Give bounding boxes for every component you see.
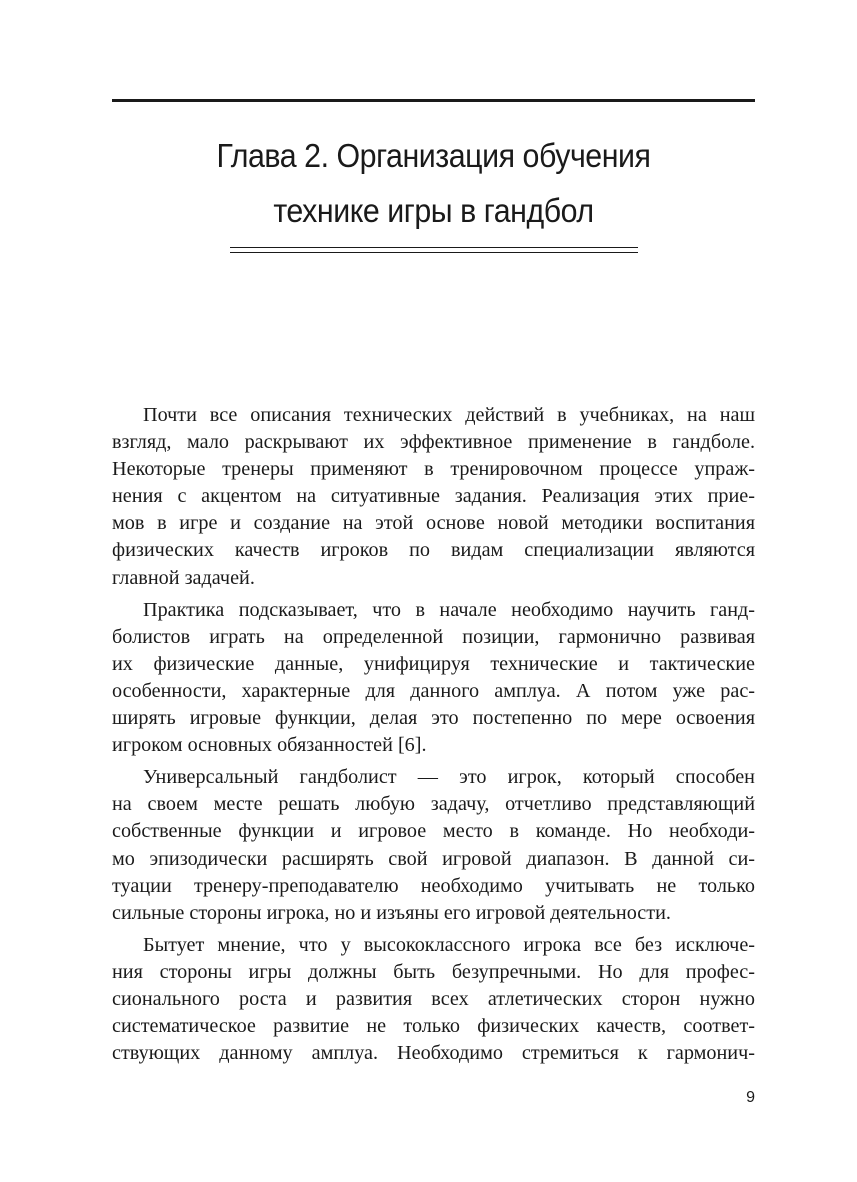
text-line: ния стороны игры должны быть безупречными. Но для профес- <box>112 960 755 983</box>
text-line: Почти все описания технических действий в учебниках, на наш <box>143 404 755 426</box>
text-line: физических качеств игроков по видам специализации являются <box>112 539 755 562</box>
text-line: Бытует мнение, что у высококлассного игрока все без исключе- <box>143 933 755 956</box>
paragraph-1 <box>112 402 755 592</box>
paragraph-2 <box>112 597 755 760</box>
text-line: взгляд, мало раскрывают их эффективное применение в гандболе. <box>112 431 755 454</box>
body-text <box>112 402 755 1072</box>
page-number: 9 <box>746 1089 755 1106</box>
top-rule <box>112 99 755 102</box>
paragraph-4 <box>112 932 755 1067</box>
text-line: нения с акцентом на ситуативные задания. Реализация этих прие- <box>112 485 755 508</box>
text-line: ствующих данному амплуа. Необходимо стремиться к гармонич- <box>112 1042 755 1065</box>
chapter-title-line-1: Глава 2. Организация обучения <box>216 137 651 174</box>
text-line: собственные функции и игровое место в команде. Но необходи- <box>112 820 755 843</box>
text-line: игроком основных обязанностей [6]. <box>112 734 427 757</box>
text-line: на своем месте решать любую задачу, отчетливо представляющий <box>112 793 755 816</box>
title-double-rule <box>230 247 638 254</box>
chapter-title-line-2: технике игры в гандбол <box>273 192 594 229</box>
text-line: туации тренеру-преподавателю необходимо учитывать не только <box>112 874 755 897</box>
text-line: болистов играть на определенной позиции, гармонично развивая <box>112 625 755 648</box>
double-rule-upper-line <box>230 247 638 248</box>
text-line: систематическое развитие не только физических качеств, соответ- <box>112 1015 755 1038</box>
text-line: ширять игровые функции, делая это постепенно по мере освоения <box>112 707 755 730</box>
text-line: особенности, характерные для данного амплуа. А потом уже рас- <box>112 679 755 702</box>
text-line: мов в игре и создание на этой основе новой методики воспитания <box>112 512 755 535</box>
text-line: мо эпизодически расширять свой игровой диапазон. В данной си- <box>112 847 755 870</box>
text-line: Универсальный гандболист — это игрок, который способен <box>143 766 755 789</box>
text-line: сионального роста и развития всех атлетических сторон нужно <box>112 987 755 1010</box>
text-line: Практика подсказывает, что в начале необходимо научить ганд- <box>143 598 755 621</box>
text-line: главной задачей. <box>112 566 255 589</box>
chapter-title <box>138 128 730 238</box>
double-rule-lower-line <box>230 252 638 253</box>
text-line: сильные стороны игрока, но и изъяны его игровой деятельности. <box>112 901 671 924</box>
text-line: Некоторые тренеры применяют в тренировочном процессе упраж- <box>112 458 755 481</box>
paragraph-3 <box>112 764 755 927</box>
text-line: их физические данные, унифицируя технические и тактические <box>112 652 755 675</box>
